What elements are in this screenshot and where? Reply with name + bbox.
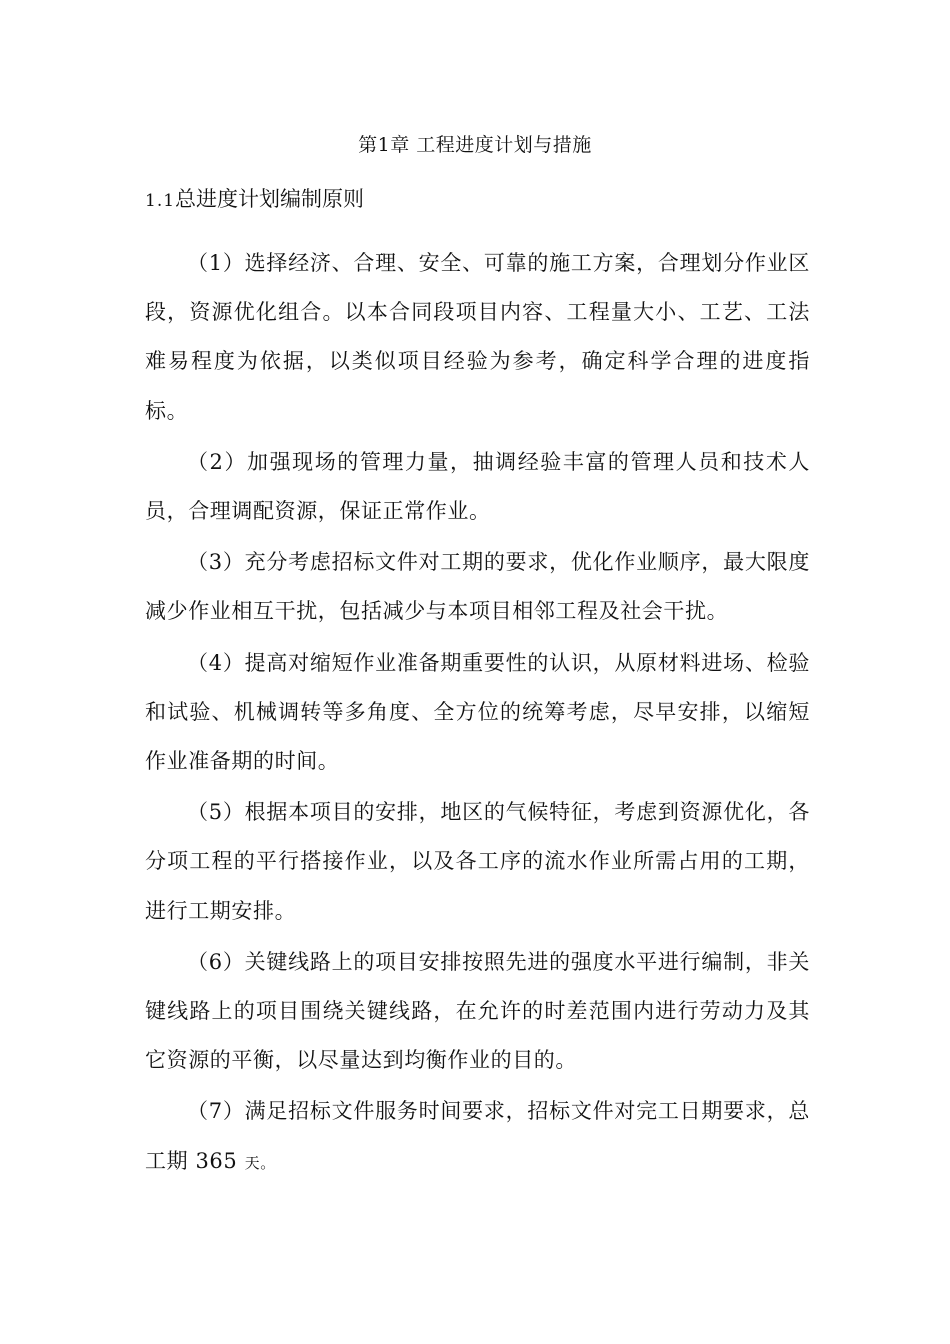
paragraph-7-main: （7）满足招标文件服务时间要求，招标文件对完工日期要求，总工期 365 (145, 1099, 810, 1173)
paragraph-5: （5）根据本项目的安排，地区的气候特征，考虑到资源优化，各分项工程的平行搭接作业，以及各工序的流水作业所需占用的工期，进行工期安排。 (145, 800, 810, 923)
paragraph-7 (145, 1087, 810, 1187)
chapter-title: 第1章 工程进度计划与措施 (358, 134, 592, 156)
paragraph-4: （4）提高对缩短作业准备期重要性的认识，从原材料进场、检验和试验、机械调转等多角度、全方位的统筹考虑，尽早安排，以缩短作业准备期的时间。 (145, 650, 810, 774)
section-heading (145, 184, 364, 216)
paragraph-3: （3）充分考虑招标文件对工期的要求，优化作业顺序，最大限度减少作业相互干扰，包括减少与本项目相邻工程及社会干扰。 (145, 550, 810, 624)
section-number: 1.1 (145, 191, 176, 211)
body-text (145, 239, 810, 1190)
section-title: 总进度计划编制原则 (175, 187, 365, 211)
paragraph-6: （6）关键线路上的项目安排按照先进的强度水平进行编制，非关键线路上的项目围绕关键线路，在允许的时差范围内进行劳动力及其它资源的平衡，以尽量达到均衡作业的目的。 (145, 949, 810, 1073)
paragraph-2: （2）加强现场的管理力量，抽调经验丰富的管理人员和技术人员，合理调配资源，保证正常作业。 (145, 449, 810, 524)
paragraph-1: （1）选择经济、合理、安全、可靠的施工方案，合理划分作业区段，资源优化组合。以本合同段项目内容、工程量大小、工艺、工法难易程度为依据，以类似项目经验为参考，确定科学合理的进度指标。 (145, 251, 810, 423)
paragraph-7-unit: 天。 (244, 1153, 276, 1172)
